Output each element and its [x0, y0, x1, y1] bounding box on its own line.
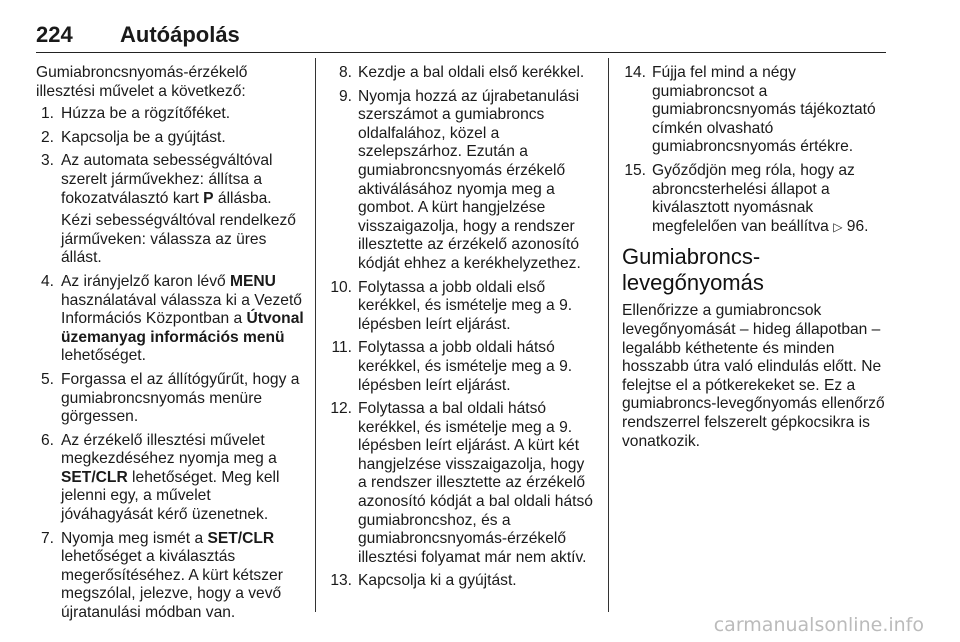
page-reference[interactable]: 96 [846, 217, 865, 235]
step-text: Kezdje a bal oldali első kerékkel. [358, 64, 585, 81]
step-text: Folytassa a jobb oldali első kerékkel, és ismételje meg a 9. lépésben leírt eljárást. [358, 278, 573, 333]
gear-position-p: P [203, 189, 214, 207]
step-number: 10. [330, 278, 352, 296]
step-number: 9. [338, 87, 352, 105]
list-item [36, 152, 304, 268]
list-item [622, 162, 888, 236]
list-item [36, 432, 304, 525]
list-item [36, 129, 304, 148]
step-text: Folytassa a jobb oldali hátsó kerékkel, és ismételje meg a 9. lépésben leírt eljárást. [358, 339, 573, 394]
list-item [328, 88, 596, 274]
set-clr-label: SET/CLR [61, 468, 128, 486]
step-text: Az automata sebességváltóval szerelt járművekhez: állítsa a fokozatválasztó kart [61, 152, 273, 207]
step-number: 5. [40, 370, 54, 388]
page-header [36, 18, 886, 53]
list-item [36, 273, 304, 366]
steps-list [328, 64, 596, 591]
step-number: 12. [330, 400, 352, 418]
set-clr-label: SET/CLR [207, 529, 275, 547]
body-paragraph: Ellenőrizze a gumiabroncsok levegőnyomását – hideg állapotban – legalább kéthetente és minden hosszabb útra való elindulás előtt. Ne felejtse el a pótkerekeket se. Ez a gumiabroncs-levegőnyomás ellenőrző rendszerrel felszerelt gépkocsikra is vonatkozik. [622, 302, 885, 450]
step-number: 6. [40, 431, 54, 449]
list-item [328, 64, 596, 83]
watermark: carmanualsonline.info [713, 614, 924, 636]
step-number: 3. [40, 152, 54, 170]
list-item [36, 105, 304, 124]
step-text: állásba. [213, 189, 272, 207]
step-number: 8. [338, 64, 352, 81]
step-text: Kapcsolja be a gyújtást. [61, 128, 226, 146]
step-number: 15. [624, 161, 646, 179]
intro-text: Gumiabroncsnyomás-érzékelő illesztési művelet a következő: [36, 64, 248, 100]
step-number: 14. [624, 64, 646, 81]
step-text: Fújja fel mind a négy gumiabroncsot a gumiabroncsnyomás tájékoztató címkén olvasható gumiabroncsnyomás értékre. [652, 64, 876, 156]
list-item [328, 339, 596, 395]
step-text: Az érzékelő illesztési művelet megkezdéséhez nyomja meg a [61, 431, 277, 468]
column-2 [328, 64, 596, 596]
list-item [622, 64, 888, 157]
step-text: Húzza be a rögzítőféket. [61, 105, 231, 123]
list-item [328, 400, 596, 567]
column-3 [622, 64, 888, 455]
page-reference-arrow-icon[interactable]: ▷ [833, 219, 843, 234]
step-text: lehetőséget. [61, 347, 146, 365]
subsection-heading: Gumiabroncs-levegőnyomás [622, 244, 764, 296]
page-number: 224 [36, 22, 73, 47]
menu-name: Útvonal üzemanyag információs menü [61, 310, 304, 346]
section-title: Autóápolás [120, 22, 240, 47]
list-item [328, 279, 596, 335]
step-text: Kapcsolja ki a gyújtást. [358, 572, 517, 590]
steps-list [622, 64, 888, 236]
step-text: Folytassa a bal oldali hátsó kerékkel, és ismételje meg a 9. lépésben leírt eljárást. A kürt két hangjelzése visszaigazolja, hogy a rendszer illesztette az érzékelő azonosító kódját a bal oldali hátsó gumiabroncshoz, és a gumiabroncsnyomás-érzékelő illesztési folyamat már nem aktív. [358, 400, 593, 566]
step-text: Győződjön meg róla, hogy az abroncsterhelési állapot a kiválasztott nyomásnak megfelelően van beállítva [652, 161, 855, 235]
step-number: 7. [40, 529, 54, 547]
list-item [328, 572, 596, 591]
step-text: Nyomja meg ismét a [61, 529, 208, 547]
step-subtext: Kézi sebességváltóval rendelkező járműveken: válassza az üres állást. [61, 212, 296, 267]
step-text: Az irányjelző karon lévő [61, 272, 231, 290]
step-number: 2. [40, 128, 54, 146]
step-text: lehetőséget. Meg kell jelenni egy, a művelet jóváhagyását kérő üzenetnek. [61, 468, 280, 524]
column-divider [315, 58, 316, 612]
step-number: 1. [40, 105, 54, 123]
list-item [36, 371, 304, 427]
step-text: . [864, 217, 869, 235]
step-text: Nyomja hozzá az újrabetanulási szerszámot a gumiabroncs oldalfalához, közel a szelepszárhoz. Ezután a gumiabroncsnyomás érzékelő aktiválásához nyomja meg a gombot. A kürt hangjelzése visszaigazolja, hogy a rendszer illesztette az érzékelő azonosító kódját ehhez a kerékhelyzethez. [358, 87, 581, 272]
menu-button-label: MENU [230, 272, 276, 290]
steps-list [36, 105, 304, 622]
column-divider [608, 58, 609, 612]
list-item [36, 530, 304, 623]
step-number: 13. [330, 572, 352, 590]
step-number: 11. [331, 339, 352, 357]
step-text: Forgassa el az állítógyűrűt, hogy a gumiabroncsnyomás menüre görgessen. [61, 370, 300, 426]
step-text: lehetőséget a kiválasztás megerősítéséhez. A kürt kétszer megszólal, jelezve, hogy a vevő újratanulási módban van. [61, 548, 283, 622]
step-text: használatával válassza ki a Vezető Információs Központban a [61, 291, 302, 328]
column-1 [36, 64, 304, 628]
step-number: 4. [40, 272, 54, 290]
